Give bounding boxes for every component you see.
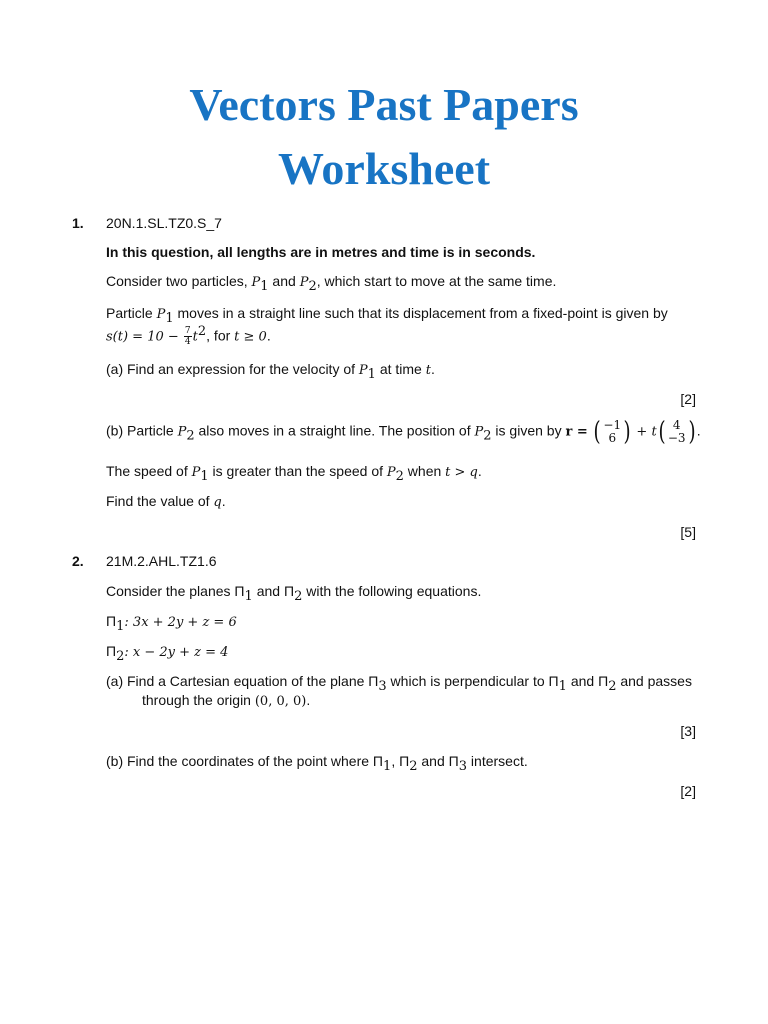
question-2-code: 21M.2.AHL.TZ1.6 bbox=[106, 553, 217, 569]
page-title-line1: Vectors Past Papers bbox=[189, 79, 579, 130]
page-title-line2: Worksheet bbox=[277, 143, 491, 194]
q2-part-a-line2: through the origin (0, 0, 0). bbox=[142, 692, 311, 709]
position-vector-1: ( −1 6 ) bbox=[593, 417, 631, 447]
q1-speed-line: The speed of $P_1$ is greater than the speed of $P_2$ when t > q. bbox=[106, 463, 482, 484]
q1-displacement-formula: s(t) = 10 − $\frac{7}{4}$ $t^2$, for t ≥ 0. bbox=[106, 324, 271, 348]
q2-plane-1-equation: $\Pi_1$: 3x + 2y + z = 6 bbox=[106, 613, 237, 634]
question-1-number: 1. bbox=[72, 215, 84, 231]
q1-intro: In this question, all lengths are in metres and time is in seconds. bbox=[106, 244, 536, 260]
q1-part-b: (b) Particle $P_2$ also moves in a straight line. The position of $P_2$ is given by r = ( −1 6 ) + t ( 4 −3 ) . bbox=[106, 417, 701, 447]
q2-part-a-marks: [3] bbox=[680, 723, 696, 739]
fraction-seven-quarters: $\frac{7}{4}$ bbox=[184, 326, 191, 348]
question-1-code: 20N.1.SL.TZ0.S_7 bbox=[106, 215, 222, 231]
q1-find-q: Find the value of q. bbox=[106, 493, 226, 510]
q1-part-b-marks: [5] bbox=[680, 524, 696, 540]
q1-part-a: (a) Find an expression for the velocity of $P_1$ at time t. bbox=[106, 361, 435, 382]
q2-part-b-marks: [2] bbox=[680, 783, 696, 799]
q1-consider-line: Consider two particles, $P_1$ and $P_2$, which start to move at the same time. bbox=[106, 273, 557, 294]
q2-part-b: (b) Find the coordinates of the point where $\Pi_1$, $\Pi_2$ and $\Pi_3$ intersect. bbox=[106, 753, 528, 774]
q1-part-a-marks: [2] bbox=[680, 391, 696, 407]
direction-vector: ( 4 −3 ) bbox=[658, 417, 696, 447]
q1-particle-line: Particle $P_1$ moves in a straight line such that its displacement from a fixed-point is given by bbox=[106, 305, 668, 326]
q2-consider-line: Consider the planes $\Pi_1$ and $\Pi_2$ with the following equations. bbox=[106, 583, 482, 604]
q2-part-a-line1: (a) Find a Cartesian equation of the plane $\Pi_3$ which is perpendicular to $\Pi_1$ and $\Pi_2$ and passes bbox=[106, 673, 692, 694]
q2-plane-2-equation: $\Pi_2$: x − 2y + z = 4 bbox=[106, 643, 229, 664]
question-2-number: 2. bbox=[72, 553, 84, 569]
